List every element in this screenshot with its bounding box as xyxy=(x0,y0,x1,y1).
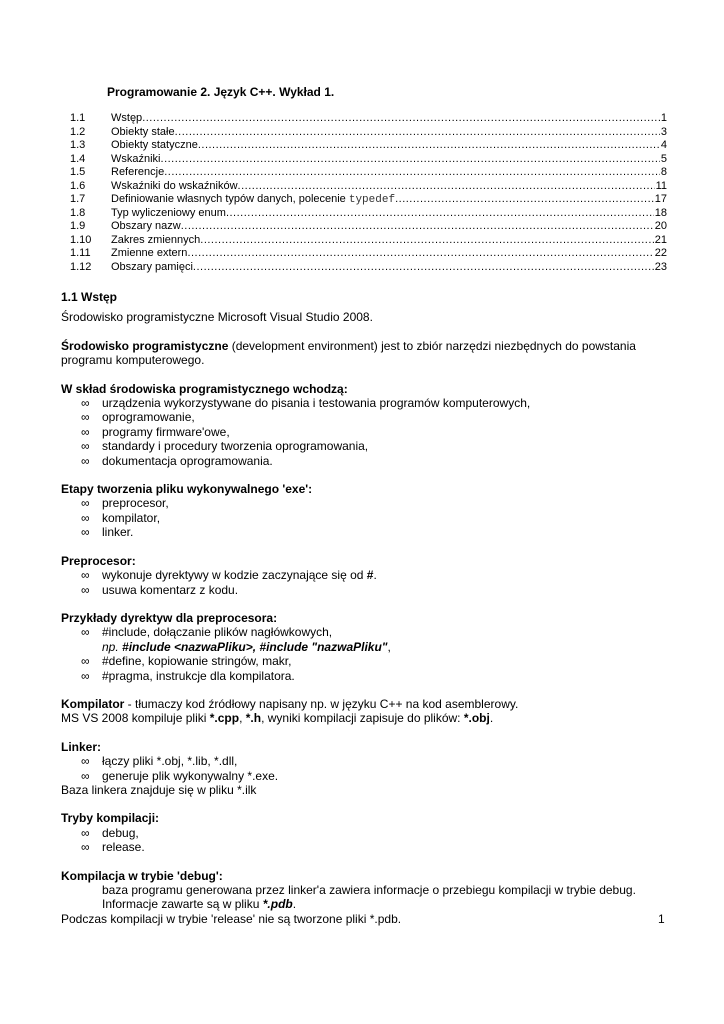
infinity-bullet-icon: ∞ xyxy=(81,625,90,640)
toc-leader xyxy=(200,234,653,248)
toc-title xyxy=(111,193,395,208)
list-item: ∞ #include, dołączanie plików nagłówkowych, np. #include <nazwaPliku>, #include "nazwaPliku", xyxy=(81,625,391,654)
infinity-bullet-icon: ∞ xyxy=(81,582,90,597)
toc-page: 18 xyxy=(654,206,667,219)
composition-heading: W skład środowiska programistycznego wchodzą: xyxy=(61,381,348,396)
toc-page: 17 xyxy=(654,193,667,205)
toc-number: 1.10 xyxy=(70,233,92,246)
toc-title: Referencje xyxy=(111,166,165,178)
toc-entry[interactable] xyxy=(70,139,667,153)
msvs-compile-note: MS VS 2008 kompiluje pliki *.cpp, *.h, wyniki kompilacji zapisuje do plików: *.obj. xyxy=(61,711,494,726)
toc-entry[interactable] xyxy=(70,193,667,207)
toc-number: 1.5 xyxy=(70,166,86,178)
toc-page: 21 xyxy=(654,233,667,246)
toc-number: 1.4 xyxy=(70,152,86,165)
list-item: ∞ linker. xyxy=(81,525,134,540)
list-item: ∞ łączy pliki *.obj, *.lib, *.dll, xyxy=(81,754,238,769)
toc-entry[interactable] xyxy=(70,166,667,180)
toc-entry[interactable] xyxy=(70,234,667,248)
infinity-bullet-icon: ∞ xyxy=(81,840,90,855)
toc-entry[interactable] xyxy=(70,126,667,140)
toc-title: Obszary nazw xyxy=(111,220,181,232)
toc-leader xyxy=(238,180,655,194)
toc-number: 1.12 xyxy=(70,260,92,273)
toc-page: 3 xyxy=(660,125,667,138)
infinity-bullet-icon: ∞ xyxy=(81,424,90,439)
infinity-bullet-icon: ∞ xyxy=(81,668,90,683)
toc-title: Wskaźniki xyxy=(111,152,161,165)
toc-number: 1.6 xyxy=(70,179,86,192)
toc-number: 1.1 xyxy=(70,112,86,124)
section-content xyxy=(61,290,671,926)
toc-title: Obszary pamięci xyxy=(111,260,193,273)
toc-page: 5 xyxy=(660,152,667,165)
toc-leader xyxy=(198,139,660,153)
list-item: ∞ oprogramowanie, xyxy=(81,410,195,425)
toc-number: 1.7 xyxy=(70,193,86,205)
infinity-bullet-icon: ∞ xyxy=(81,754,90,769)
toc-entry[interactable] xyxy=(70,180,667,194)
debug-description: baza programu generowana przez linker'a zawiera informacje o przebiegu kompilacji w trybie debug. xyxy=(102,883,636,897)
list-item: ∞ preprocesor, xyxy=(81,496,169,511)
modes-heading: Tryby kompilacji: xyxy=(61,811,160,826)
linker-list xyxy=(61,754,671,783)
toc-entry[interactable] xyxy=(70,261,667,275)
toc-page: 23 xyxy=(654,260,667,273)
toc-leader xyxy=(142,112,660,126)
directives-list xyxy=(61,625,671,683)
list-item: ∞ dokumentacja oprogramowania. xyxy=(81,453,273,468)
toc-leader xyxy=(164,166,660,180)
toc-leader xyxy=(193,261,654,275)
toc-leader xyxy=(175,126,660,140)
toc-leader xyxy=(226,207,654,221)
stages-list xyxy=(61,496,671,539)
infinity-bullet-icon: ∞ xyxy=(81,453,90,468)
toc-number: 1.3 xyxy=(70,139,86,151)
toc-title: Zakres zmiennych xyxy=(111,233,201,246)
list-item: ∞ debug, xyxy=(81,825,139,840)
toc-entry[interactable] xyxy=(70,153,667,167)
toc-page: 4 xyxy=(660,139,667,151)
infinity-bullet-icon: ∞ xyxy=(81,396,90,411)
toc-entry[interactable] xyxy=(70,207,667,221)
list-item: ∞ urządzenia wykorzystywane do pisania i testowania programów komputerowych, xyxy=(81,396,531,411)
toc-leader xyxy=(395,193,654,207)
toc-page: 8 xyxy=(660,166,667,178)
toc-number: 1.2 xyxy=(70,125,86,138)
toc-number: 1.11 xyxy=(70,247,91,259)
stages-heading: Etapy tworzenia pliku wykonywalnego 'exe': xyxy=(61,482,313,497)
toc-title: Zmienne extern xyxy=(111,247,188,259)
compiler-definition: Kompilator - tłumaczy kod źródłowy napisany np. w języku C++ na kod asemblerowy. xyxy=(61,696,519,711)
toc-page: 11 xyxy=(655,179,667,192)
toc-leader xyxy=(181,220,654,234)
list-item: ∞ #define, kopiowanie stringów, makr, xyxy=(81,654,292,669)
linker-heading: Linker: xyxy=(61,739,102,754)
infinity-bullet-icon: ∞ xyxy=(81,768,90,783)
debug-pdb-note: Informacje zawarte są w pliku *.pdb. xyxy=(102,897,297,912)
infinity-bullet-icon: ∞ xyxy=(81,439,90,454)
list-item: ∞ standardy i procedury tworzenia oprogramowania, xyxy=(81,439,369,454)
toc-title: Obiekty stałe xyxy=(111,125,175,138)
toc-code: typedef xyxy=(348,194,396,206)
toc-title: Typ wyliczeniowy enum xyxy=(111,206,226,219)
toc-entry[interactable] xyxy=(70,247,667,261)
toc-page: 1 xyxy=(660,112,667,124)
toc-entry[interactable] xyxy=(70,220,667,234)
toc-title: Wskaźniki do wskaźników xyxy=(111,179,238,192)
toc-number: 1.8 xyxy=(70,206,86,219)
toc-page: 20 xyxy=(654,220,667,232)
preprocessor-heading: Preprocesor: xyxy=(61,553,136,568)
list-item: ∞ usuwa komentarz z kodu. xyxy=(81,582,239,597)
infinity-bullet-icon: ∞ xyxy=(81,654,90,669)
list-item: ∞ kompilator, xyxy=(81,510,161,525)
list-item: ∞ #pragma, instrukcje dla kompilatora. xyxy=(81,668,295,683)
toc-title: Wstęp xyxy=(111,112,143,124)
infinity-bullet-icon: ∞ xyxy=(81,496,90,511)
document-title: Programowanie 2. Język C++. Wykład 1. xyxy=(107,85,335,99)
infinity-bullet-icon: ∞ xyxy=(81,510,90,525)
toc-title: Obiekty statyczne xyxy=(111,139,198,151)
list-item: ∞ programy firmware'owe, xyxy=(81,424,230,439)
intro-text: Środowisko programistyczne Microsoft Visual Studio 2008. xyxy=(61,310,373,325)
env-definition: Środowisko programistyczne (development environment) jest to zbiór narzędzi niezbędnych do powstania programu komputerowego. xyxy=(61,338,636,368)
directives-heading: Przykłady dyrektyw dla preprocesora: xyxy=(61,610,278,625)
toc-leader xyxy=(161,153,660,167)
list-item: ∞ release. xyxy=(81,840,145,855)
preprocessor-list xyxy=(61,568,671,597)
table-of-contents xyxy=(70,112,667,274)
toc-entry[interactable] xyxy=(70,112,667,126)
modes-list xyxy=(61,826,671,855)
toc-title-text: Definiowanie własnych typów danych, polecenie xyxy=(111,193,349,205)
release-note: Podczas kompilacji w trybie 'release' nie są tworzone pliki *.pdb. xyxy=(61,911,402,926)
list-item: ∞ wykonuje dyrektywy w kodzie zaczynające się od #. xyxy=(81,568,377,583)
page-number: 1 xyxy=(658,912,665,926)
linker-base-note: Baza linkera znajduje się w pliku *.ilk xyxy=(61,782,257,797)
toc-leader xyxy=(187,247,653,261)
toc-number: 1.9 xyxy=(70,220,86,232)
infinity-bullet-icon: ∞ xyxy=(81,825,90,840)
infinity-bullet-icon: ∞ xyxy=(81,568,90,583)
infinity-bullet-icon: ∞ xyxy=(81,525,90,540)
section-heading: 1.1 Wstęp xyxy=(61,290,118,304)
toc-page: 22 xyxy=(654,247,667,259)
infinity-bullet-icon: ∞ xyxy=(81,410,90,425)
composition-list xyxy=(61,396,671,468)
debug-heading: Kompilacja w trybie 'debug': xyxy=(61,868,223,883)
list-item: ∞ generuje plik wykonywalny *.exe. xyxy=(81,768,279,783)
